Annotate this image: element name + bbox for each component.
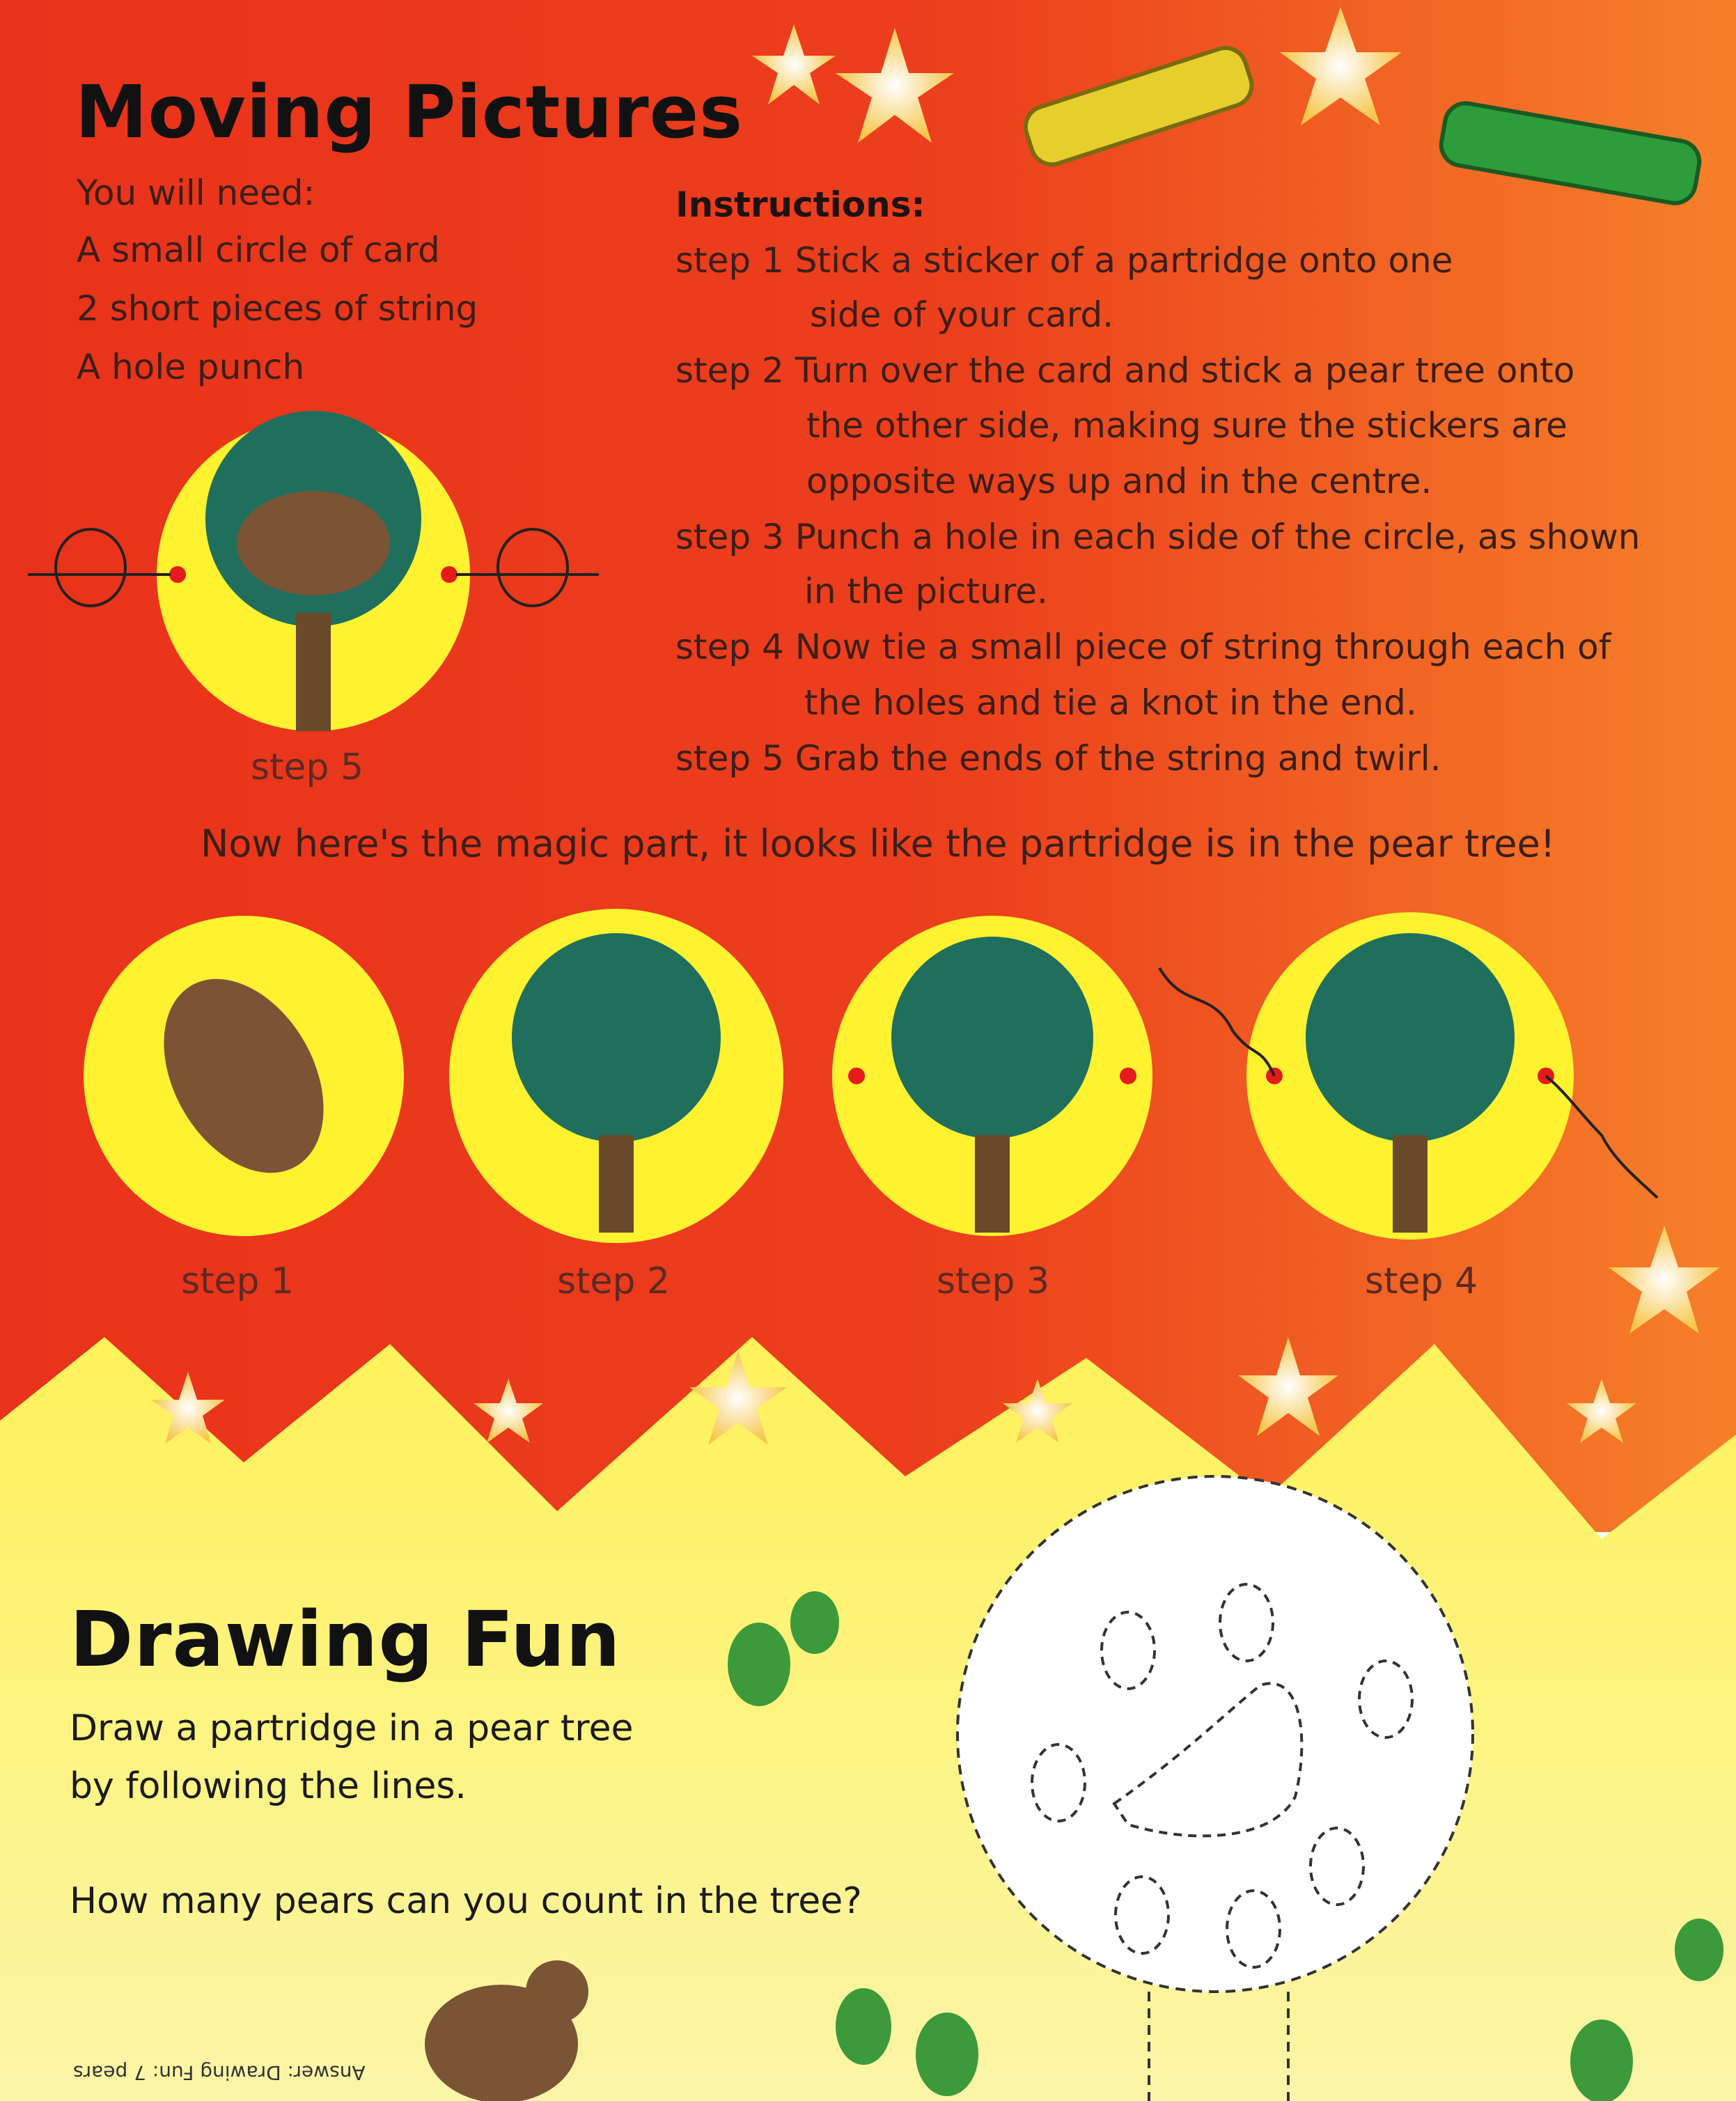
magic-part-line: Now here's the magic part, it looks like the partridge is in the pear tree!: [201, 822, 1556, 866]
need-item-hole-punch: A hole punch: [77, 347, 305, 387]
step1-label: step 1: [181, 1260, 295, 1302]
step2-disc: [449, 909, 783, 1243]
instruction-line: the other side, making sure the stickers are: [806, 405, 1567, 446]
instruction-line: step 4 Now tie a small piece of string through each of: [675, 627, 1611, 667]
answer-upside-down: Answer: Drawing Fun: 7 pears: [73, 2061, 366, 2084]
moving-pictures-title: Moving Pictures: [75, 70, 744, 155]
need-item-card: A small circle of card: [77, 230, 440, 270]
step5-label: step 5: [251, 747, 364, 788]
instruction-line: step 5 Grab the ends of the string and twirl.: [675, 738, 1441, 779]
instruction-line: step 2 Turn over the card and stick a pear tree onto: [675, 350, 1575, 391]
drawing-fun-title: Drawing Fun: [70, 1595, 621, 1684]
instructions-heading: Instructions:: [675, 185, 925, 225]
step3-disc: [832, 916, 1152, 1236]
need-item-string: 2 short pieces of string: [77, 288, 478, 329]
step1-disc: [84, 916, 404, 1236]
instruction-line: step 3 Punch a hole in each side of the circle, as shown: [675, 517, 1641, 557]
drawing-fun-line1: Draw a partridge in a pear tree: [70, 1708, 634, 1749]
instruction-line: side of your card.: [810, 295, 1114, 335]
drawing-fun-line2: by following the lines.: [70, 1765, 467, 1807]
instruction-line: in the picture.: [804, 571, 1048, 611]
step2-label: step 2: [557, 1260, 671, 1302]
instruction-line: step 1 Stick a sticker of a partridge onto one: [675, 240, 1453, 281]
you-will-need-heading: You will need:: [77, 173, 315, 213]
instruction-line: opposite ways up and in the centre.: [806, 461, 1432, 501]
step3-label: step 3: [937, 1260, 1050, 1302]
drawing-fun-question: How many pears can you count in the tree?: [70, 1880, 862, 1922]
instruction-line: the holes and tie a knot in the end.: [804, 682, 1417, 723]
step4-label: step 4: [1365, 1260, 1478, 1302]
